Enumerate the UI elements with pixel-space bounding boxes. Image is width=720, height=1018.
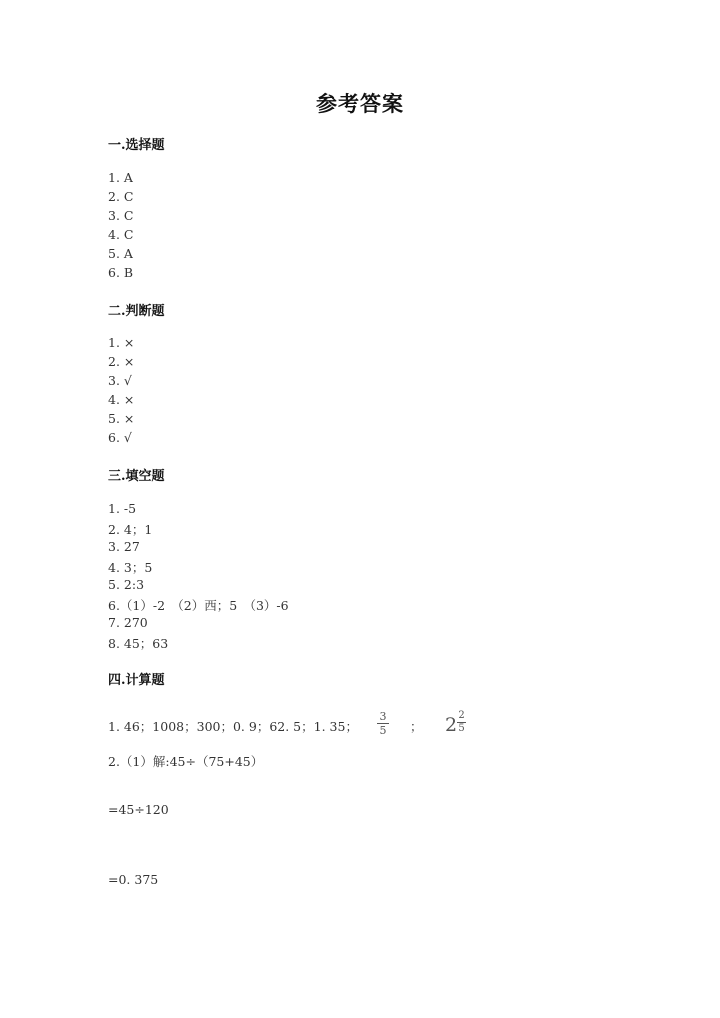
fill-answer-3: 3. 27 [108,539,140,554]
judge-answer-4: 4. × [108,392,135,407]
mixed-fraction-denominator: 5 [458,723,465,734]
fill-answer-8: 8. 45；63 [108,636,169,651]
choice-answer-2: 2. C [108,189,134,204]
calc-separator: ； [410,719,423,734]
calc-answer-1: 1. 46；1008；300；0. 9；62. 5；1. 35； [108,719,358,734]
judge-answer-1: 1. × [108,335,135,350]
choice-answer-1: 1. A [108,170,133,185]
fill-answer-5: 5. 2:3 [108,577,145,592]
judge-answer-3: 3. √ [108,373,132,388]
fill-answer-6: 6.（1）-2 （2）西；5 （3）-6 [108,598,289,613]
choice-answer-6: 6. B [108,265,134,280]
calc-step-1: =45÷120 [108,802,169,817]
mixed-number-fraction [457,711,466,734]
section-heading-calc: 四.计算题 [108,673,165,688]
fraction-three-fifths [377,711,389,736]
fill-answer-2: 2. 4；1 [108,522,153,537]
fill-answer-1: 1. -5 [108,501,137,516]
judge-answer-5: 5. × [108,411,135,426]
page-title: 参考答案 [316,91,404,116]
fraction-denominator: 5 [379,724,387,737]
calc-step-2: =0. 375 [108,872,159,887]
judge-answer-6: 6. √ [108,430,132,445]
mixed-fraction-numerator: 2 [458,710,465,721]
calc-answer-2: 2.（1）解:45÷（75+45） [108,754,264,769]
fraction-numerator: 3 [379,710,387,723]
mixed-number-whole: 2 [445,714,458,736]
section-heading-choice: 一.选择题 [108,138,165,153]
section-heading-fill: 三.填空题 [108,469,165,484]
fill-answer-4: 4. 3；5 [108,560,153,575]
choice-answer-3: 3. C [108,208,134,223]
choice-answer-4: 4. C [108,227,134,242]
choice-answer-5: 5. A [108,246,133,261]
fill-answer-7: 7. 270 [108,615,148,630]
judge-answer-2: 2. × [108,354,135,369]
section-heading-judge: 二.判断题 [108,304,165,319]
